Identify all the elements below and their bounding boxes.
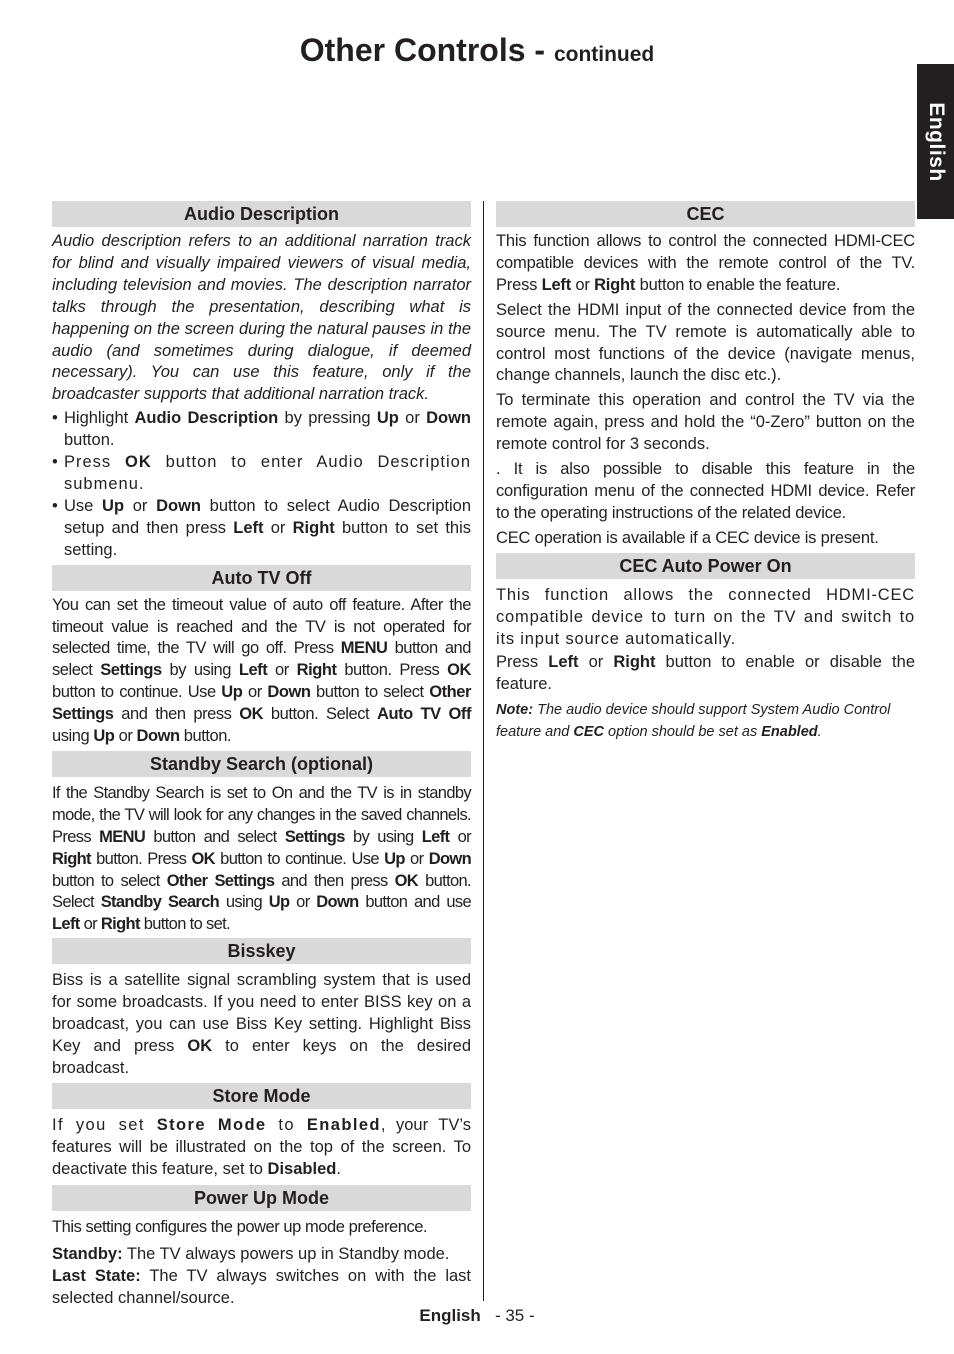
cec-paragraph-4: . It is also possible to disable this feature in the configuration menu of the connected HDMI device. Refer to the operating instructions of the related device. [496, 460, 915, 522]
section-heading-cec: CEC [496, 201, 915, 227]
cec-paragraph-3: To terminate this operation and control the TV via the remote again, press and hold the “0-Zero” button on the remote control for 3 seconds. [496, 391, 915, 454]
column-divider [483, 201, 484, 1301]
language-tab-label: English [924, 101, 948, 182]
cec-paragraph-2: Select the HDMI input of the connected device from the source menu. The TV remote is automatically able to control most functions of the device (navigate menus, change channels, launch the disc etc.). [496, 300, 915, 385]
left-column [52, 201, 471, 1312]
standby-search-text: If the Standby Search is set to On and the TV is in standby mode, the TV will look for any changes in the saved channels. Press MENU button and select Settings by using Left or Right button. Press OK button to continue. Use Up or Down button to select Other Settings and then press OK button. Select Standby Search using Up or Down button and use Left or Right button to set. [52, 783, 471, 934]
power-up-mode-standby: Standby: The TV always powers up in Standby mode. [52, 1245, 450, 1264]
cec-paragraph-5: CEC operation is available if a CEC device is present. [496, 528, 879, 547]
section-heading-audio-description: Audio Description [52, 201, 471, 227]
auto-tv-off-text: You can set the timeout value of auto off feature. After the timeout value is reached and the TV is not operated for selected time, the TV will go off. Press MENU button and select Settings by using Left or Right button. Press OK button to continue. Use Up or Down button to select Other Settings and then press OK button. Select Auto TV Off using Up or Down button. [52, 595, 472, 746]
section-heading-standby-search: Standby Search (optional) [52, 751, 471, 777]
section-heading-cec-auto-power-on: CEC Auto Power On [496, 553, 915, 579]
store-mode-text: If you set Store Mode to Enabled, your TV’s features will be illustrated on the top of the screen. To deactivate this feature, set to Disabled. [52, 1115, 472, 1178]
bisskey-text: Biss is a satellite signal scrambling system that is used for some broadcasts. If you need to enter BISS key on a broadcast, you can use Biss Key setting. Highlight Biss Key and press OK to enter keys on the desired broadcast. [52, 971, 471, 1077]
cec-auto-power-on-note: Note: The audio device should support System Audio Control feature and CEC option should be set as Enabled. [496, 702, 891, 741]
page-title [0, 30, 954, 75]
cec-auto-power-on-paragraph-2: Press Left or Right button to enable or disable the feature. [496, 653, 915, 694]
list-item: • Use Up or Down button to select Audio Description setup and then press Left or Right button to set this setting. [52, 496, 471, 562]
list-item: • Highlight Audio Description by pressing Up or Down button. [52, 408, 471, 452]
audio-description-intro: Audio description refers to an additional narration track for blind and visually impaired viewers of visual media, including television and movies. The description narrator talks through the presentation, describing what is happening on the screen during the natural pauses in the audio (and sometimes during dialogue, if deemed necessary). You can use this feature, only if the broadcaster supports that additional narration track. [52, 232, 471, 404]
cec-paragraph-1: This function allows to control the connected HDMI-CEC compatible devices with the remote control of the TV. Press Left or Right button to enable the feature. [496, 232, 915, 294]
footer-language: English [419, 1306, 481, 1325]
page-footer [0, 1305, 954, 1327]
page-title-suffix: continued [553, 43, 655, 66]
section-heading-power-up-mode: Power Up Mode [52, 1185, 471, 1211]
power-up-mode-last-state: Last State: The TV always switches on with the last selected channel/source. [52, 1267, 472, 1308]
audio-description-steps [52, 408, 471, 561]
language-tab [917, 64, 954, 219]
cec-auto-power-on-paragraph-1: This function allows the connected HDMI-CEC compatible device to turn on the TV and switch to its input source automatically. [496, 585, 915, 648]
page-title-main: Other Controls - [299, 32, 554, 68]
list-item: • Press OK button to enter Audio Description submenu. [52, 452, 471, 496]
right-column [496, 201, 915, 745]
section-heading-store-mode: Store Mode [52, 1083, 471, 1109]
power-up-mode-intro: This setting configures the power up mode preference. [52, 1217, 428, 1236]
page-number: - 35 - [494, 1306, 535, 1325]
section-heading-auto-tv-off: Auto TV Off [52, 565, 471, 591]
section-heading-bisskey: Bisskey [52, 938, 471, 964]
